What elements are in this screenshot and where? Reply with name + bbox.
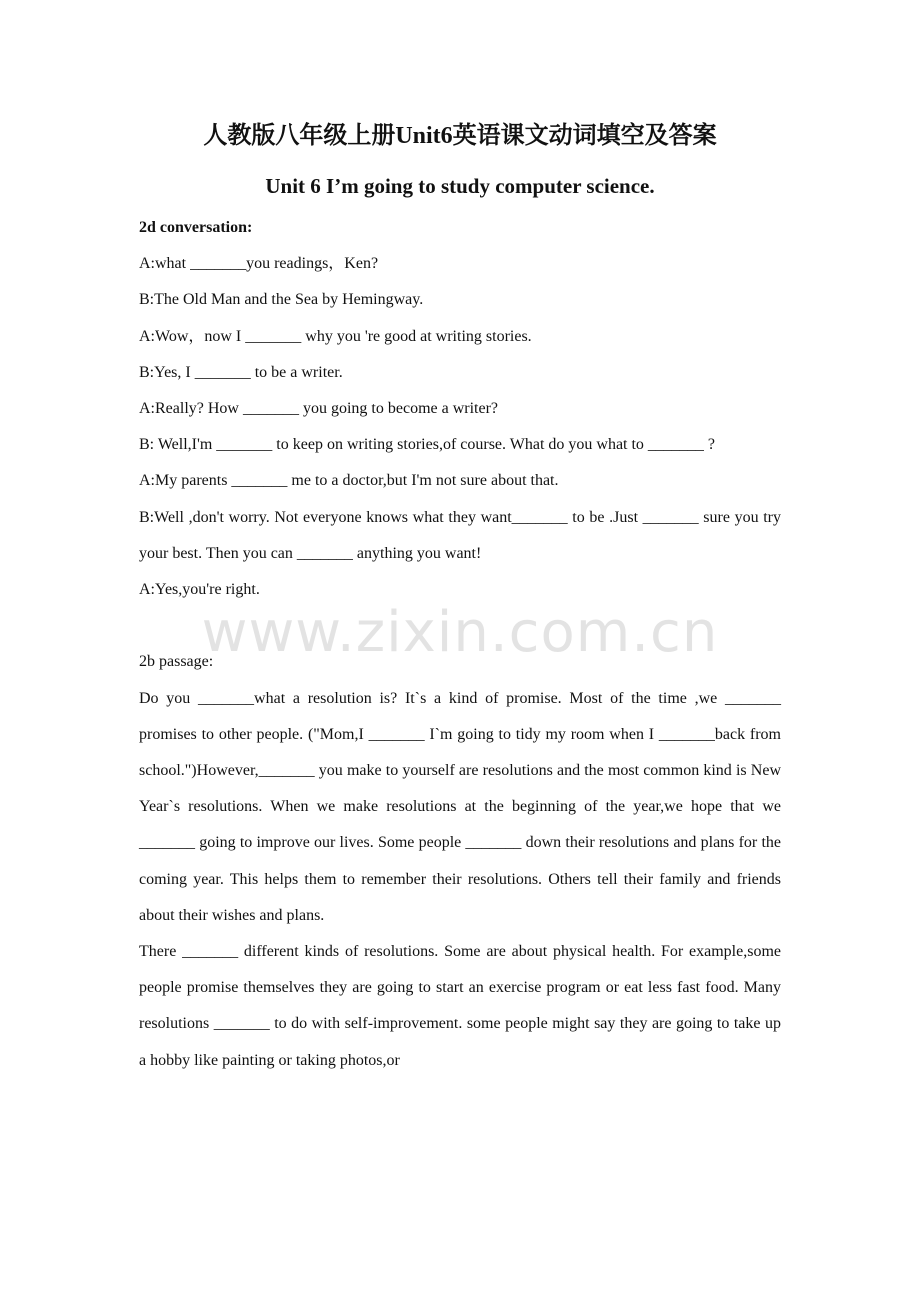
dialogue-line: A:what _______you readings，Ken? [139,255,379,273]
passage-paragraph: Do you _______what a resolution is? It`s a kind of promise. Most of the time ,we _______ promises to other people. ("Mom,I _______ I`m going to tidy my room when I _______back from school.")However,_______ you make to yourself are resolutions and the most common kind is New Year`s resolutions. When we make resolutions at the beginning of the year,we hope that we _______ going to improve our lives. Some people _______ down their resolutions and plans for the coming year. This helps them to remember their resolutions. Others tell their family and friends about their wishes and plans. [139,689,781,924]
dialogue-line: B:Well ,don't worry. Not everyone knows what they want_______ to be .Just _______ sure you try your best. Then you can _______ anything you want! [139,508,781,562]
dialogue-line: B:The Old Man and the Sea by Hemingway. [139,291,424,309]
dialogue-line: A:Wow，now I _______ why you 're good at writing stories. [139,327,532,345]
dialogue-line: B:Yes, I _______ to be a writer. [139,363,343,381]
section-heading-2b: 2b passage: [139,653,214,671]
section-spacer [139,608,781,644]
section-heading-2d: 2d conversation: [139,219,253,236]
unit-subtitle: Unit 6 I’m going to study computer science. [265,174,655,198]
watermark-text: www.zixin.com.cn [201,600,719,665]
dialogue-line: A:Really? How _______ you going to become a writer? [139,400,499,418]
dialogue-line: A:My parents _______ me to a doctor,but I'm not sure about that. [139,472,559,490]
dialogue-line: A:Yes,you're right. [139,581,260,599]
document-body [139,210,781,1079]
dialogue-line: B: Well,I'm _______ to keep on writing stories,of course. What do you what to _______ ? [139,436,716,454]
passage-paragraph: There _______ different kinds of resolutions. Some are about physical health. For example,some people promise themselves they are going to start an exercise program or eat less fast food. Many resolutions _______ to do with self-improvement. some people might say they are going to take up a hobby like painting or taking photos,or [139,943,781,1069]
document-title: 人教版八年级上册Unit6英语课文动词填空及答案 [203,123,717,149]
